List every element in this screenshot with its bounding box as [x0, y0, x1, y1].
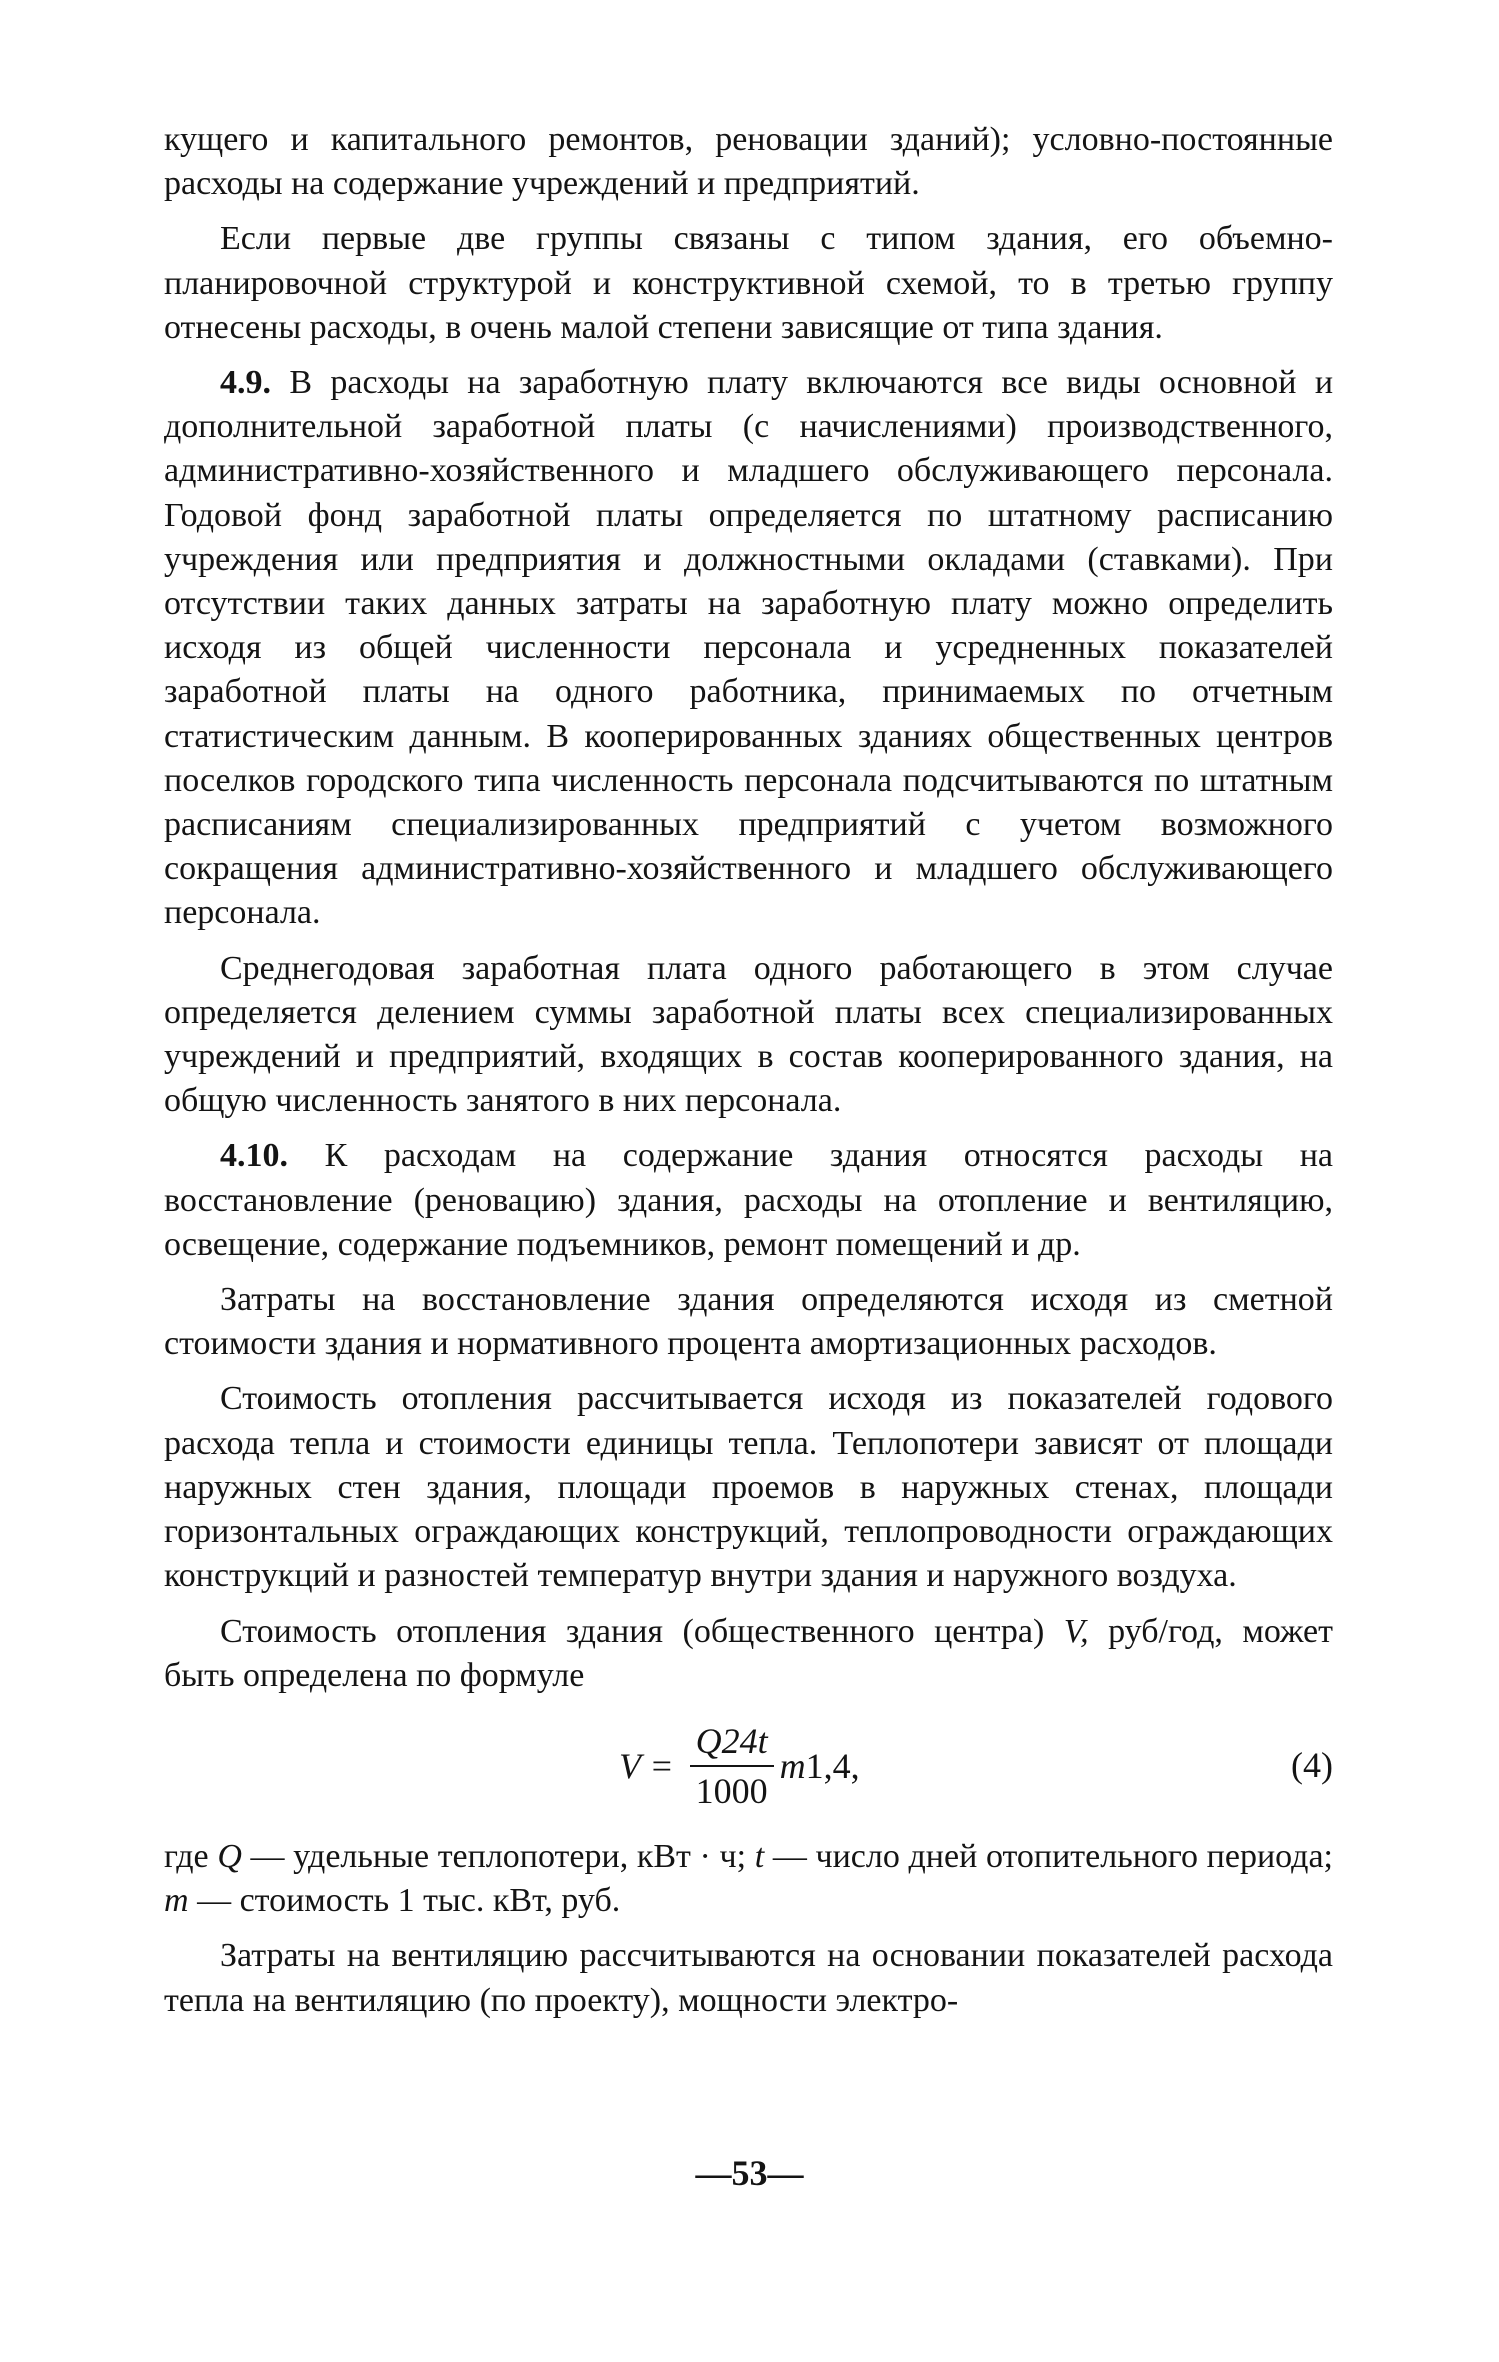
formula-number: (4)	[1291, 1744, 1333, 1785]
body-text	[164, 118, 1333, 2034]
formula-expression	[619, 1719, 860, 1813]
formula-lhs: V =	[619, 1745, 674, 1786]
paragraph-4-9: 4.9. В расходы на заработную плату включаются все виды основной и дополнительной заработной платы (с начислениями) производственного, административно-хозяйственного и младшего обслуживающего персонала. Годовой фонд заработной платы определяется по штатному расписанию учреждения или предприятия и должностными окладами (ставками). При отсутствии таких данных затраты на заработную плату можно определить исходя из общей численности персонала и усредненных показателей заработной платы на одного работника, принимаемых по отчетным статистическим данным. В кооперированных зданиях общественных центров поселков городского типа численность персонала подсчитываются по штатным расписаниям специализированных предприятий с учетом возможного сокращения административно-хозяйственного и младшего обслуживающего персонала.	[164, 364, 1334, 932]
section-number-4-9: 4.9.	[220, 364, 271, 402]
paragraph-definitions: где Q — удельные теплопотери, кВт · ч; t — число дней отопительного периода; m — стоимость 1 тыс. кВт, руб.	[164, 1837, 1333, 1920]
formula-denominator: 1000	[695, 1770, 768, 1811]
paragraph-average-salary: Среднегодовая заработная плата одного работающего в этом случае определяется делением суммы заработной платы всех специализированных учреждений и предприятий, входящих в состав кооперированного здания, на общую численность занятого в них персонала.	[164, 949, 1333, 1120]
formula-numerator: Q24t	[690, 1719, 774, 1767]
paragraph-heating-cost: Стоимость отопления здания (общественного центра) V, руб/год, может быть определена по формуле	[164, 1612, 1333, 1694]
paragraph-1: кущего и капитального ремонтов, реновации зданий); условно-постоянные расходы на содержание учреждений и предприятий.	[164, 121, 1333, 203]
paragraph-heating: Стоимость отопления рассчитывается исходя из показателей годового расхода тепла и стоимости единицы тепла. Теплопотери зависят от площади наружных стен здания, площади проемов в наружных стенах, площади горизонтальных ограждающих конструкций, теплопроводности ограждающих конструкций и разностей температур внутри здания и наружного воздуха.	[164, 1380, 1333, 1595]
paragraph-2: Если первые две группы связаны с типом здания, его объемно-планировочной структурой и конструктивной схемой, то в третью группу отнесены расходы, в очень малой степени зависящие от типа здания.	[164, 220, 1333, 346]
paragraph-ventilation: Затраты на вентиляцию рассчитываются на основании показателей расхода тепла на вентиляцию (по проекту), мощности электро-	[164, 1937, 1333, 2019]
formula-tail: m1,4,	[779, 1745, 860, 1786]
formula-fraction	[690, 1719, 774, 1813]
section-number-4-10: 4.10.	[220, 1137, 288, 1175]
paragraph-restoration: Затраты на восстановление здания определяются исходя из сметной стоимости здания и нормативного процента амортизационных расходов.	[164, 1281, 1333, 1363]
paragraph-4-10: 4.10. К расходам на содержание здания относятся расходы на восстановление (реновацию) здания, расходы на отопление и вентиляцию, освещение, содержание подъемников, ремонт помещений и др.	[164, 1137, 1334, 1263]
formula-4	[164, 1709, 1333, 1827]
var-v: V,	[1063, 1612, 1089, 1650]
page-number: —53—	[695, 2153, 804, 2193]
